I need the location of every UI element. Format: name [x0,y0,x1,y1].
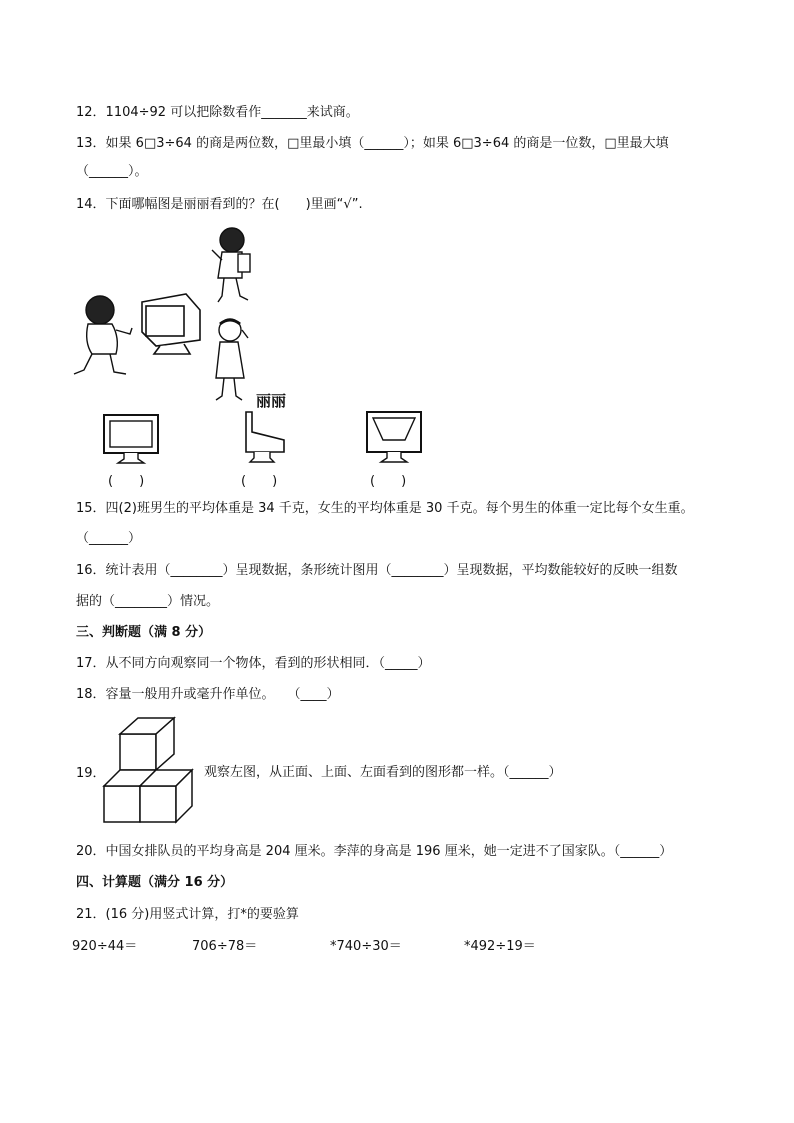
calc-item-3: *740÷30＝ [330,939,402,954]
question-19-text: 观察左图，从正面、上面、左面看到的图形都一样。（______） [204,765,562,780]
section-4-heading: 四、计算题（满分 16 分） [76,875,234,890]
q14-answer-paren-a[interactable]: ( ) [108,474,145,489]
q14-option-a-front-view [102,413,162,465]
question-16-line1: 16．统计表用（________）呈现数据，条形统计图用（________）呈现数据，平均数能较好的反映一组数 [76,563,678,578]
question-14: 14．下面哪幅图是丽丽看到的？在( )里画“√”. [76,197,363,212]
section-3-heading: 三、判断题（满 8 分） [76,625,212,640]
boy-left-figure [74,296,132,374]
boy-top-figure [212,228,250,302]
q14-option-c-back-view [365,410,425,465]
q14-answer-paren-c[interactable]: ( ) [370,474,407,489]
question-15-line1: 15．四(2)班男生的平均体重是 34 千克，女生的平均体重是 30 千克。每个男生的体重一定比每个女生重。 [76,501,694,516]
question-18: 18．容量一般用升或毫升作单位。 （____） [76,687,340,702]
question-17: 17．从不同方向观察同一个物体，看到的形状相同．（_____） [76,656,431,671]
question-16-line2: 据的（________）情况。 [76,594,220,609]
calc-item-1: 920÷44＝ [72,939,138,954]
monitor-figure [142,294,200,354]
calc-item-2: 706÷78＝ [192,939,258,954]
q14-scene-illustration [70,222,310,412]
question-15-line2: （______） [76,531,142,546]
q14-option-b-side-view [240,410,290,465]
calc-item-4: *492÷19＝ [464,939,536,954]
question-13-line2: （______）。 [76,164,148,179]
question-12: 12．1104÷92 可以把除数看作_______来试商。 [76,105,359,120]
q14-answer-paren-b[interactable]: ( ) [241,474,278,489]
girl-lili-figure [216,319,248,400]
question-20: 20．中国女排队员的平均身高是 204 厘米。李萍的身高是 196 厘米，她一定进不了国家队。（______） [76,844,673,859]
question-13-line1: 13．如果 6□3÷64 的商是两位数，□里最小填（______）；如果 6□3÷64 的商是一位数，□里最大填 [76,136,669,151]
question-19-number: 19． [76,766,106,781]
q19-cube-figure [100,716,200,828]
q14-name-label: 丽丽 [256,392,287,410]
question-21: 21．(16 分)用竖式计算，打*的要验算 [76,907,299,922]
